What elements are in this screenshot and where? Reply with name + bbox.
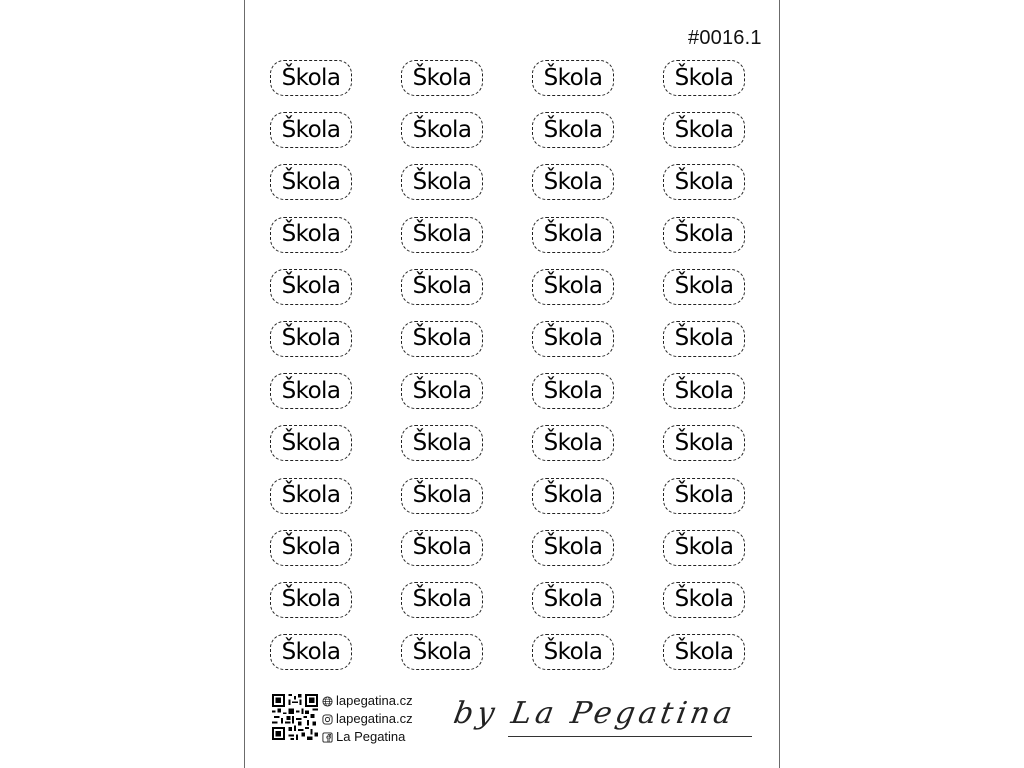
sticker [532, 215, 620, 267]
product-code: #0016.1 [688, 27, 762, 49]
sticker-outline [663, 217, 745, 253]
sticker [401, 476, 489, 528]
sticker-label: Škola [543, 325, 603, 352]
sticker [532, 580, 620, 632]
sticker-outline [401, 112, 483, 148]
signature-underline [508, 736, 752, 737]
sticker-outline [270, 425, 352, 461]
sticker [532, 528, 620, 580]
sticker-label: Škola [674, 273, 734, 300]
sticker [401, 162, 489, 214]
sticker-outline [532, 478, 614, 514]
sticker-outline [663, 582, 745, 618]
sticker [532, 267, 620, 319]
sticker-outline [270, 530, 352, 566]
sticker [270, 162, 358, 214]
sticker-label: Škola [281, 64, 341, 91]
sticker-label: Škola [281, 325, 341, 352]
sticker-label: Škola [412, 221, 472, 248]
sticker [270, 528, 358, 580]
signature-text: by La Pegatina [450, 696, 739, 731]
sticker-label: Škola [674, 168, 734, 195]
sticker-outline [401, 425, 483, 461]
sticker-outline [663, 60, 745, 96]
sticker-label: Škola [543, 586, 603, 613]
sticker [663, 580, 751, 632]
sticker-label: Škola [674, 116, 734, 143]
sticker-label: Škola [412, 168, 472, 195]
sticker [401, 110, 489, 162]
sticker [401, 580, 489, 632]
sticker [401, 267, 489, 319]
sticker-label: Škola [543, 168, 603, 195]
instagram-icon [322, 714, 333, 725]
sticker-outline [663, 269, 745, 305]
sticker-label: Škola [281, 273, 341, 300]
sticker-outline [401, 634, 483, 670]
sticker-outline [401, 217, 483, 253]
sticker [532, 371, 620, 423]
sticker-label: Škola [281, 638, 341, 665]
sticker-outline [401, 321, 483, 357]
sticker-outline [532, 164, 614, 200]
sticker-outline [401, 478, 483, 514]
sticker-outline [401, 373, 483, 409]
sticker-outline [270, 373, 352, 409]
sticker-outline [270, 60, 352, 96]
sticker-outline [663, 478, 745, 514]
sticker-outline [270, 269, 352, 305]
sticker-label: Škola [674, 534, 734, 561]
sticker [270, 371, 358, 423]
sticker [663, 267, 751, 319]
sticker-label: Škola [674, 586, 734, 613]
sticker-outline [401, 530, 483, 566]
sticker-label: Škola [412, 429, 472, 456]
sticker-label: Škola [674, 429, 734, 456]
sticker [663, 476, 751, 528]
sticker-label: Škola [412, 273, 472, 300]
sticker [270, 476, 358, 528]
sticker-label: Škola [674, 482, 734, 508]
sticker-label: Škola [281, 429, 341, 456]
sticker [270, 267, 358, 319]
sticker [270, 58, 358, 110]
sticker [532, 476, 620, 528]
sticker-label: Škola [543, 116, 603, 143]
sticker [401, 58, 489, 110]
sticker-outline [663, 112, 745, 148]
sticker-label: Škola [281, 221, 341, 248]
sticker-outline [270, 582, 352, 618]
sticker [663, 58, 751, 110]
sticker [663, 423, 751, 475]
sticker-outline [401, 269, 483, 305]
sticker-outline [663, 530, 745, 566]
sticker-label: Škola [412, 534, 472, 561]
sticker-label: Škola [281, 168, 341, 195]
sticker-label: Škola [543, 534, 603, 561]
sticker-outline [401, 582, 483, 618]
sticker [401, 319, 489, 371]
sticker-label: Škola [543, 638, 603, 665]
sticker [401, 371, 489, 423]
sticker [663, 632, 751, 684]
sticker-outline [663, 164, 745, 200]
sticker-label: Škola [412, 377, 472, 404]
sticker [270, 580, 358, 632]
sticker-label: Škola [412, 64, 472, 91]
sticker-outline [270, 164, 352, 200]
sticker-label: Škola [543, 429, 603, 456]
sticker-outline [532, 530, 614, 566]
sticker-outline [532, 582, 614, 618]
sticker-label: Škola [674, 325, 734, 352]
sticker [270, 319, 358, 371]
sticker-label: Škola [543, 273, 603, 300]
instagram-link[interactable]: lapegatina.cz [336, 711, 413, 726]
sticker [401, 632, 489, 684]
sticker-outline [270, 634, 352, 670]
sticker-outline [532, 217, 614, 253]
sticker-label: Škola [674, 638, 734, 665]
sticker-label: Škola [281, 377, 341, 404]
sticker-outline [401, 164, 483, 200]
sticker-label: Škola [674, 64, 734, 91]
sticker [270, 215, 358, 267]
sticker-label: Škola [543, 482, 603, 508]
sticker-label: Škola [281, 116, 341, 143]
sticker-label: Škola [412, 638, 472, 665]
sticker-outline [663, 373, 745, 409]
sticker-label: Škola [412, 116, 472, 143]
sticker-label: Škola [281, 482, 341, 508]
globe-icon [322, 696, 333, 707]
sticker-label: Škola [543, 64, 603, 91]
sticker [270, 110, 358, 162]
sticker [663, 319, 751, 371]
sticker-outline [532, 321, 614, 357]
sticker-label: Škola [281, 534, 341, 561]
sticker [532, 162, 620, 214]
sticker [270, 632, 358, 684]
sticker [663, 371, 751, 423]
sticker [401, 215, 489, 267]
sticker-label: Škola [412, 482, 472, 508]
sticker-outline [270, 112, 352, 148]
sticker [663, 528, 751, 580]
sticker [532, 319, 620, 371]
sticker [532, 423, 620, 475]
sticker-outline [663, 425, 745, 461]
sticker-label: Škola [412, 586, 472, 613]
website-link[interactable]: lapegatina.cz [336, 693, 413, 708]
contact-list [322, 692, 413, 746]
sticker-outline [532, 425, 614, 461]
sticker-label: Škola [281, 586, 341, 613]
sticker-outline [270, 217, 352, 253]
sticker-outline [532, 60, 614, 96]
sticker-outline [401, 60, 483, 96]
facebook-row[interactable] [322, 728, 413, 746]
sticker-label: Škola [543, 221, 603, 248]
sticker [270, 423, 358, 475]
facebook-icon [322, 732, 333, 743]
brand-signature [448, 690, 758, 750]
sticker-label: Škola [543, 377, 603, 404]
sticker-label: Škola [412, 325, 472, 352]
sticker [401, 423, 489, 475]
sticker-outline [532, 112, 614, 148]
sticker [663, 110, 751, 162]
sticker [532, 58, 620, 110]
sticker-outline [663, 634, 745, 670]
sticker-grid [270, 58, 751, 684]
sticker-label: Škola [674, 377, 734, 404]
sticker-outline [663, 321, 745, 357]
sticker-outline [270, 321, 352, 357]
website-row[interactable] [322, 692, 413, 710]
sticker [663, 215, 751, 267]
facebook-link[interactable]: La Pegatina [336, 729, 406, 744]
sticker-outline [270, 478, 352, 514]
sticker-label: Škola [674, 221, 734, 248]
sticker-outline [532, 269, 614, 305]
sticker-outline [532, 373, 614, 409]
sticker [532, 110, 620, 162]
sticker [532, 632, 620, 684]
sticker [663, 162, 751, 214]
qr-code-icon [272, 694, 318, 740]
sticker-outline [532, 634, 614, 670]
sticker [401, 528, 489, 580]
instagram-row[interactable] [322, 710, 413, 728]
